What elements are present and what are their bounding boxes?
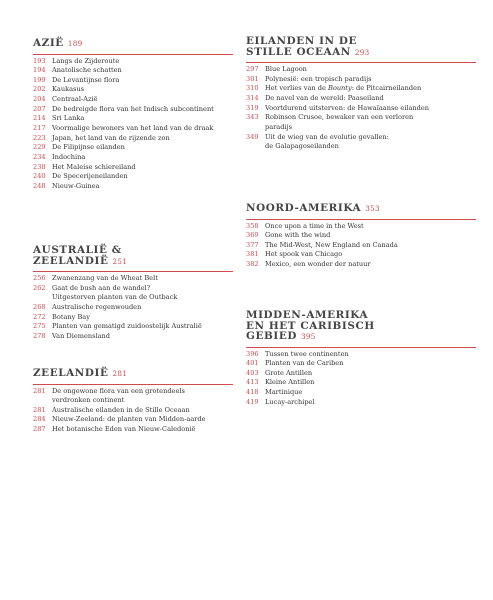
- section-noord-amerika: [246, 203, 476, 270]
- entry-page: 281: [33, 386, 46, 395]
- toc-entry[interactable]: [246, 241, 476, 251]
- entry-title-wrap: [52, 387, 185, 406]
- toc-entry[interactable]: [33, 303, 233, 313]
- toc-entry[interactable]: [33, 274, 233, 284]
- entry-title: Once upon a time in the West: [265, 221, 364, 230]
- entry-title: Uit de wieg van de evolutie gevallen:: [265, 132, 389, 141]
- toc-entry[interactable]: [246, 388, 476, 398]
- toc-entry[interactable]: [33, 406, 233, 416]
- entry-page: 214: [33, 114, 46, 123]
- toc-entry[interactable]: [246, 378, 476, 388]
- toc-entry[interactable]: [33, 425, 233, 435]
- entry-title: Lucay-archipel: [265, 397, 315, 406]
- entry-title-wrap: [52, 284, 177, 303]
- entry-page: 377: [246, 240, 259, 249]
- entry-title-continued: de Galapagoseilanden: [265, 142, 339, 151]
- section-midden-amerika: [246, 310, 476, 407]
- entry-title: Botany Bay: [52, 312, 90, 321]
- section-title-line: ZEELANDIË: [33, 254, 109, 267]
- section-title-line: STILLE OCEAAN: [246, 45, 351, 58]
- entry-title: Nieuw-Guinea: [52, 182, 100, 191]
- entry-page: 248: [33, 182, 46, 191]
- entry-title: Voormalige bewoners van het land van de draak: [52, 124, 214, 133]
- entry-title: [265, 84, 421, 94]
- section-title-line: EN HET CARIBISCH: [246, 319, 375, 332]
- toc-entry[interactable]: [246, 231, 476, 241]
- entry-page: 229: [33, 143, 46, 152]
- entry-page: 240: [33, 172, 46, 181]
- entry-title: Indochina: [52, 153, 86, 162]
- entry-title: Kaukasus: [52, 85, 85, 94]
- entry-page: 343: [246, 113, 259, 122]
- section-australie-zeelandie: [33, 245, 233, 342]
- entry-title: Blue Lagoon: [265, 65, 307, 73]
- toc-entry[interactable]: [33, 105, 233, 115]
- entry-page: 268: [33, 302, 46, 311]
- section-title-line: GEBIED: [246, 330, 297, 342]
- toc-entry[interactable]: [33, 57, 233, 67]
- toc-entry[interactable]: [246, 65, 476, 75]
- section-page-number: 281: [112, 369, 128, 378]
- entry-page: 419: [246, 397, 259, 406]
- entry-title-part: Het verlies van de: [265, 84, 328, 93]
- toc-entry[interactable]: [33, 76, 233, 86]
- toc-entry[interactable]: [33, 95, 233, 105]
- toc-entry[interactable]: [33, 143, 233, 153]
- toc-entry[interactable]: [33, 66, 233, 76]
- toc-entry[interactable]: [33, 332, 233, 342]
- entry-title-wrap: [265, 133, 389, 152]
- entry-list: [246, 65, 476, 152]
- toc-entry[interactable]: [246, 113, 476, 132]
- entry-title: Het Maleise schiereiland: [52, 162, 136, 171]
- entry-page: 234: [33, 153, 46, 162]
- section-rule: [246, 62, 476, 63]
- entry-page: 223: [33, 133, 46, 142]
- entry-title-continued: paradijs: [265, 122, 292, 131]
- toc-entry[interactable]: [246, 133, 476, 152]
- entry-title: De Levantijnse flora: [52, 75, 120, 84]
- entry-title: Gaat de bush aan de wandel?: [52, 283, 151, 292]
- entry-page: 401: [246, 359, 259, 368]
- toc-entry[interactable]: [246, 359, 476, 369]
- entry-page: 358: [246, 221, 259, 230]
- toc-entry[interactable]: [33, 322, 233, 332]
- entry-page: 369: [246, 231, 259, 240]
- entry-page: 418: [246, 388, 259, 397]
- entry-page: 194: [33, 66, 46, 75]
- entry-title-italic: Bounty: [328, 84, 352, 93]
- section-page-number: 189: [67, 39, 83, 48]
- entry-title: De ongewone flora van een grotendeels: [52, 386, 185, 395]
- entry-list: [246, 222, 476, 270]
- entry-title: Robinson Crusoe, bewaker van een verloren: [265, 113, 414, 122]
- entry-title: Het botanische Eden van Nieuw-Caledonië: [52, 425, 196, 434]
- entry-page: 202: [33, 85, 46, 94]
- section-zeelandie: [33, 368, 233, 435]
- entry-page: 262: [33, 283, 46, 292]
- entry-title: De Filipijnse eilanden: [52, 143, 125, 152]
- entry-title: Anatolische schatten: [52, 66, 122, 75]
- entry-list: [33, 387, 233, 435]
- entry-title: Tussen twee continenten: [265, 349, 349, 358]
- entry-title: Australische eilanden in de Stille Oceaan: [52, 405, 190, 414]
- section-title-line: MIDDEN-AMERIKA: [246, 309, 369, 321]
- section-heading: [33, 368, 233, 380]
- entry-title: Planten van gematigd zuidoostelijk Australië: [52, 322, 202, 331]
- entry-page: 278: [33, 331, 46, 340]
- entry-title: De navel van de wereld: Paaseiland: [265, 93, 384, 102]
- toc-entry[interactable]: [33, 153, 233, 163]
- entry-title: De Specerijeneilanden: [52, 172, 128, 181]
- entry-title: Planten van de Cariben: [265, 359, 344, 368]
- entry-page: 199: [33, 75, 46, 84]
- toc-entry[interactable]: [246, 369, 476, 379]
- toc-entry[interactable]: [246, 250, 476, 260]
- section-page-number: 395: [300, 332, 316, 341]
- toc-entry[interactable]: [33, 172, 233, 182]
- toc-entry[interactable]: [33, 163, 233, 173]
- entry-title: Centraal-Azië: [52, 95, 98, 104]
- entry-title: Australische regenwouden: [52, 302, 142, 311]
- section-title-line: AUSTRALIË &: [33, 244, 122, 256]
- section-rule: [33, 54, 233, 55]
- entry-page: 204: [33, 95, 46, 104]
- entry-page: 297: [246, 65, 259, 73]
- toc-entry[interactable]: [246, 398, 476, 408]
- section-page-number: 353: [365, 204, 380, 213]
- entry-title-wrap: [265, 113, 413, 132]
- entry-title-continued: Uitgestorven planten van de Outback: [52, 293, 178, 302]
- section-rule: [246, 347, 476, 348]
- entry-page: 281: [33, 405, 46, 414]
- toc-entry[interactable]: [246, 104, 476, 114]
- entry-page: 275: [33, 322, 46, 331]
- entry-page: 413: [246, 378, 259, 387]
- entry-page: 319: [246, 103, 259, 112]
- entry-page: 272: [33, 312, 46, 321]
- toc-entry[interactable]: [33, 387, 233, 406]
- entry-title: De bedreigde flora van het Indisch subcontinent: [52, 104, 214, 113]
- entry-title: The Mid-West, New England en Canada: [265, 240, 398, 249]
- entry-title: Gone with the wind: [265, 231, 331, 240]
- entry-page: 381: [246, 250, 259, 259]
- entry-page: 403: [246, 368, 259, 377]
- entry-title: Japan, het land van de rijzende zon: [52, 133, 170, 142]
- section-eilanden-stille-oceaan: [246, 36, 476, 152]
- entry-page: 382: [246, 260, 259, 269]
- section-rule: [246, 219, 476, 220]
- section-rule: [33, 384, 233, 385]
- toc-entry[interactable]: [246, 350, 476, 360]
- toc-entry[interactable]: [33, 114, 233, 124]
- entry-title: Martinique: [265, 388, 303, 397]
- section-heading: [246, 310, 476, 343]
- section-page-number: 251: [112, 256, 128, 266]
- entry-title: Langs de Zijderoute: [52, 56, 120, 65]
- entry-list: [33, 274, 233, 342]
- section-title: AZIË: [33, 37, 64, 49]
- entry-page: 284: [33, 415, 46, 424]
- toc-entry[interactable]: [33, 415, 233, 425]
- section-heading: [246, 203, 476, 215]
- section-title: NOORD-AMERIKA: [246, 202, 362, 214]
- entry-title: Het spook van Chicago: [265, 250, 343, 259]
- entry-title-continued: verdronken continent: [52, 396, 125, 405]
- toc-entry[interactable]: [33, 124, 233, 134]
- toc-entry[interactable]: [33, 85, 233, 95]
- entry-page: 287: [33, 425, 46, 434]
- entry-title: Kleine Antillen: [265, 378, 315, 387]
- entry-page: 396: [246, 349, 259, 358]
- entry-title: Zwanenzang van de Wheat Belt: [52, 274, 158, 282]
- toc-entry[interactable]: [246, 75, 476, 85]
- section-title-line: EILANDEN IN DE: [246, 35, 357, 47]
- entry-page: 310: [246, 84, 259, 93]
- entry-title: Mexico, een wonder der natuur: [265, 260, 371, 269]
- toc-entry[interactable]: [33, 284, 233, 303]
- entry-page: 256: [33, 274, 46, 282]
- entry-page: 314: [246, 93, 259, 102]
- entry-page: 238: [33, 162, 46, 171]
- toc-entry[interactable]: [246, 222, 476, 232]
- entry-list: [246, 350, 476, 408]
- entry-title: Polynesië: een tropisch paradijs: [265, 74, 372, 83]
- entry-title: Voortdurend uitsterven: de Hawaïaanse eilanden: [265, 103, 430, 112]
- entry-page: 217: [33, 124, 46, 133]
- section-heading: [246, 36, 476, 58]
- section-heading: [33, 38, 233, 50]
- entry-list: [33, 57, 233, 192]
- section-title: ZEELANDIË: [33, 367, 109, 379]
- toc-entry[interactable]: [246, 84, 476, 94]
- entry-page: 349: [246, 132, 259, 141]
- entry-title: Sri Lanka: [52, 114, 85, 123]
- entry-page: 301: [246, 74, 259, 83]
- toc-entry[interactable]: [33, 313, 233, 323]
- entry-page: 207: [33, 104, 46, 113]
- entry-title: Grote Antillen: [265, 368, 313, 377]
- section-azie: [33, 38, 233, 192]
- entry-page: 193: [33, 56, 46, 65]
- section-heading: [33, 245, 233, 267]
- toc-entry[interactable]: [246, 94, 476, 104]
- entry-title-part: : de Pitcairneilanden: [351, 84, 422, 93]
- toc-entry[interactable]: [246, 260, 476, 270]
- section-page-number: 293: [354, 47, 370, 57]
- section-rule: [33, 271, 233, 272]
- toc-entry[interactable]: [33, 182, 233, 192]
- entry-title: Nieuw-Zeeland: de planten van Midden-aarde: [52, 415, 206, 424]
- toc-entry[interactable]: [33, 134, 233, 144]
- entry-title: Van Diemensland: [52, 331, 111, 340]
